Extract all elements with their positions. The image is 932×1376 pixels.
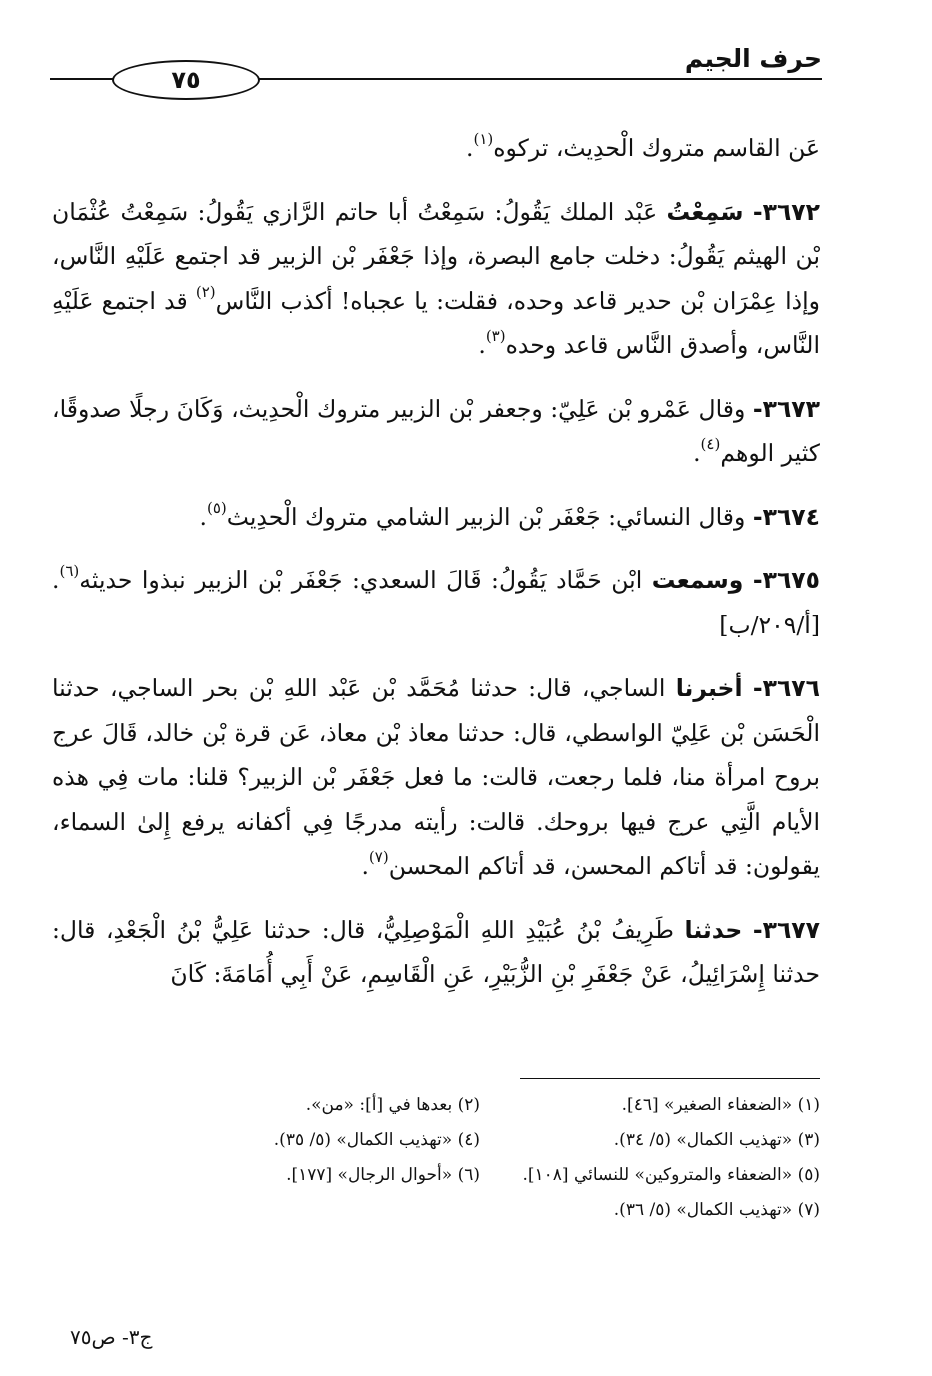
text-end: . [693, 439, 701, 467]
manuscript-reference: . [أ/٢٠٩/ب] [52, 566, 820, 639]
footnote-row [140, 1088, 820, 1123]
entry-number: ٣٦٧٦- [752, 674, 820, 702]
footnote-separator [520, 1078, 820, 1079]
text-segment: الساجي، قال: حدثنا مُحَمَّد بْن عَبْد اللهِ بْن بحر الساجي، حدثنا الْحَسَن بْن عَلِيّ الواسطي، قال: حدثنا معاذ بْن معاذ، عَن قرة بْن خالد، قَالَ عرج بروح امرأة منا، فلما رجعت، قالت: ما فعل جَعْفَر بْن الزبير؟ قلنا: مات فِي هذه الأيام الَّتِي عرج فيها بروحك. قالت: رأيته مدرجًا فِي أكفانه يرفع إِلىٰ السماء، يقولون: قد أتاكم المحسن، قد أتاكم المحسن [52, 674, 820, 880]
text-segment: عَبْد الملك يَقُولُ: سَمِعْتُ أبا حاتم الرَّازي يَقُولُ: سَمِعْتُ عُثْمَان بْن الهيثم يَقُولُ: دخلت جامع البصرة، وإذا جَعْفَر بْن الزبير قد اجتمع عَلَيْهِ النَّاس، وإذا عِمْرَان بْن حدير قاعد وحده، فقلت: يا عجباه! أكذب النَّاس [52, 197, 820, 315]
entry-3675 [52, 558, 820, 647]
text-segment: طَرِيفُ بْنُ عُبَيْدِ اللهِ الْمَوْصِلِيُّ، قال: حدثنا عَلِيُّ بْنُ الْجَعْدِ، قال: حدثنا إِسْرَائِيلُ، عَنْ جَعْفَرِ بْنِ الزُّبَيْرِ، عَنِ الْقَاسِمِ، عَنْ أَبِي أُمَامَةَ: كَانَ [52, 915, 820, 988]
footnote-row [140, 1193, 820, 1228]
footnote-row [140, 1123, 820, 1158]
text-end: . [478, 331, 486, 359]
running-title: حرف الجيم [684, 44, 822, 73]
footnote-ref-2: (٢) [195, 282, 216, 301]
footnote-ref-7: (٧) [368, 848, 389, 866]
entry-number: ٣٦٧٢- [752, 197, 820, 226]
entry-3673 [52, 387, 820, 476]
footnote-5: (٥) «الضعفاء والمتروكين» للنسائي [١٠٨]. [522, 1165, 820, 1185]
footnote-4: (٤) «تهذيب الكمال» (٥/ ٣٥). [273, 1130, 480, 1150]
footnote-3: (٣) «تهذيب الكمال» (٥/ ٣٤). [613, 1130, 820, 1150]
entry-3672 [52, 190, 820, 368]
footnote-ref-1: (١) [473, 130, 494, 148]
entry-number: ٣٦٧٥- [752, 566, 820, 594]
footnotes [140, 1088, 820, 1228]
footnote-ref-4: (٤) [700, 435, 721, 453]
entry-keyword: حدثنا [684, 915, 743, 944]
volume-page-label: ج٣- ص٧٥ [70, 1325, 153, 1349]
footnote-ref-6: (٦) [59, 562, 80, 580]
footnote-1: (١) «الضعفاء الصغير» [٤٦]. [621, 1095, 820, 1115]
entry-number: ٣٦٧٧- [752, 915, 820, 944]
entry-keyword: وسمعت [651, 566, 744, 594]
footnote-6: (٦) «أحوال الرجال» [١٧٧]. [286, 1165, 480, 1185]
paragraph-continuation [52, 126, 820, 171]
page-header [50, 40, 822, 120]
text-segment: وقال عَمْرو بْن عَلِيّ: وجعفر بْن الزبير متروك الْحدِيث، وَكَانَ رجلًا صدوقًا، كثير الوهم [52, 394, 820, 467]
entry-keyword: أخبرنا [675, 674, 743, 702]
footnote-7: (٧) «تهذيب الكمال» (٥/ ٣٦). [613, 1200, 820, 1220]
text-segment: قد اجتمع عَلَيْهِ النَّاس، وأصدق النَّاس قاعد وحده [52, 286, 820, 359]
entry-keyword: سَمِعْتُ [666, 197, 744, 226]
entry-number: ٣٦٧٣- [752, 394, 820, 423]
footnote-ref-5: (٥) [206, 498, 227, 517]
footnote-2: (٢) بعدها في [أ]: «من». [305, 1095, 480, 1115]
page-number: ٧٥ [171, 66, 201, 94]
main-text [52, 126, 820, 1016]
entry-3674 [52, 495, 820, 540]
entry-3677 [52, 908, 820, 997]
entry-number: ٣٦٧٤- [752, 502, 820, 531]
text-end: . [199, 502, 207, 531]
footnote-row [140, 1158, 820, 1193]
text-end: . [361, 852, 369, 880]
entry-3676 [52, 666, 820, 889]
text-segment: عَن القاسم متروك الْحدِيث، تركوه [493, 134, 820, 162]
text-segment: وقال النسائي: جَعْفَر بْن الزبير الشامي متروك الْحدِيث [226, 502, 746, 531]
footnote-ref-3: (٣) [485, 327, 506, 345]
page-number-badge [112, 60, 260, 100]
text-segment: ابْن حَمَّاد يَقُولُ: قَالَ السعدي: جَعْفَر بْن الزبير نبذوا حديثه [79, 566, 643, 594]
text-end: . [465, 134, 474, 162]
